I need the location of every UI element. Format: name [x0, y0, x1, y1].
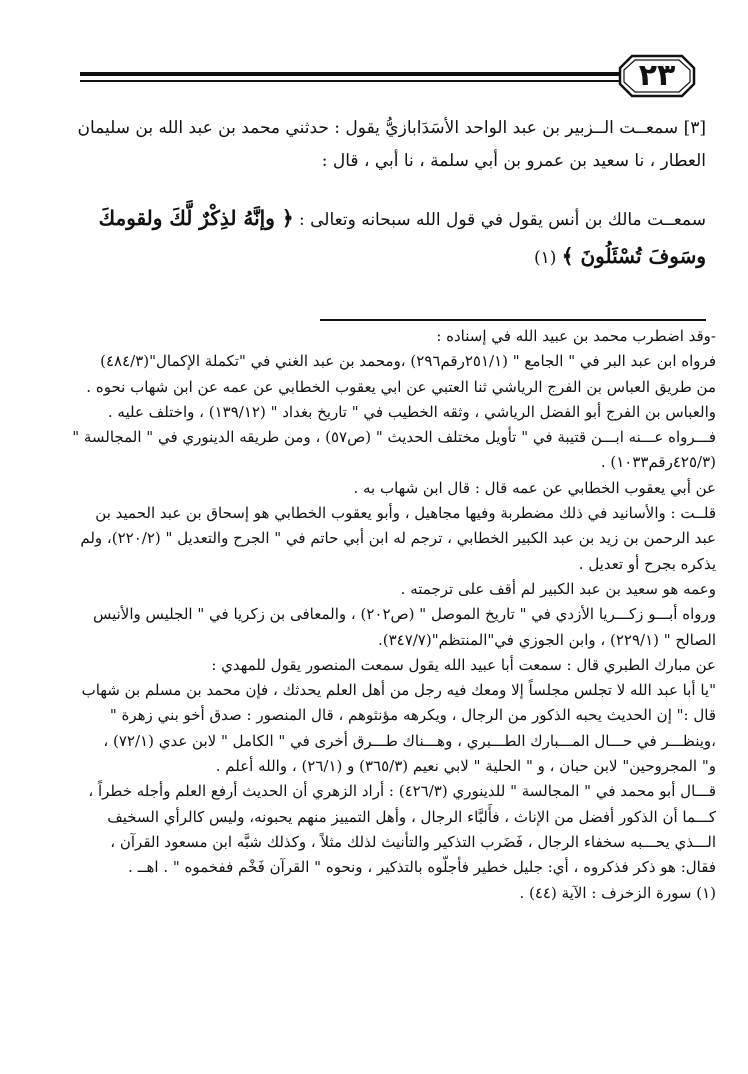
- footnote-line: قلــت : والأسانيد في ذلك مضطربة وفيها مجاهيل ، وأبو يعقوب الخطابي هو إسحاق بن عبد الحميد بن: [95, 504, 716, 523]
- footnote-line: وعمه هو سعيد بن عبد الكبير لم أقف على ترجمته .: [400, 579, 716, 598]
- footnote-line: ،وينظـــر في حـــال المـــبارك الطـــبري ، وهـــناك طـــرق أخرى في " الكامل " لابن عدي (٧٢/١) ،: [103, 731, 716, 750]
- footnote-line: قال :" إن الحديث يحبه الذكور من الرجال ، ويكرهه مؤنثوهم ، قال المنصور : صدق أخو بني زهرة ": [109, 706, 716, 725]
- footnote-line: عن مبارك الطبري قال : سمعت أبا عبيد الله يقول سمعت المنصور يقول للمهدي :: [211, 655, 716, 674]
- footnote-line: من طريق العباس بن الفرج الرياشي ثنا العتبي عن ابي يعقوب الخطابي عن عمه عن ابن شهاب نحوه .: [86, 377, 716, 396]
- footnote-line: "يا أبا عبد الله لا تجلس مجلساً إلا ومعك فيه رجل من أهل العلم يحدثك ، فإن محمد بن مسلم بن شهاب: [81, 681, 716, 700]
- header-rule-thick: [80, 72, 620, 76]
- header-rule-thin: [80, 80, 620, 82]
- footnote-line: عن أبي يعقوب الخطابي عن عمه قال : قال ابن شهاب به .: [353, 478, 716, 497]
- footnote-line: كـــما أن الذكور أفضل من الإناث ، فأَلبَّاء الرجال ، وأهل التمييز منهم يحبونه، وليس كالرأي السخيف: [107, 807, 716, 826]
- hadith-paragraph: [٣] سمعــت الــزبير بن عبد الواحد الأسَدَابازيُّ يقول : حدثني محمد بن عبد الله بن سليمان العطار ، نا سعيد بن عمرو بن أبي سلمة ، نا أبي ، قال :: [77, 118, 706, 171]
- footnote-reference-line: (١) سورة الزخرف : الآية (٤٤) .: [519, 883, 716, 902]
- footnote-line: فقال: هو ذكر فذكروه ، أي: جليل خطير فأجلّوه بالتذكير ، ونحوه " القرآن فَخْم ففخموه " . اهــ .: [128, 858, 716, 877]
- quran-paragraph: [40, 200, 706, 276]
- footnote-line: عبد الرحمن بن زيد بن عبد الكبير الخطابي ، ترجم له ابن أبي حاتم في " الجرح والتعديل " (٢٢٠/٢)، ولم: [80, 529, 716, 548]
- footnote-line: يذكره بجرح أو تعديل .: [578, 554, 716, 573]
- footnote-line: فـــرواه عـــنه ابـــن قتيبة في " تأويل مختلف الحديث " (ص٥٧) ، ومن طريقه الدينوري في " المجالسة ": [72, 428, 716, 447]
- footnote-line: (٤٢٥/٣رقم١٠٣٣) .: [600, 453, 716, 472]
- footnote-line: الـــذي يحـــبه سخفاء الرجال ، فَضَرب التذكير والتأنيث لذلك مثلاً ، وكذلك شبَّه ابن مسعود القرآن ،: [110, 832, 716, 851]
- footnote-line: قـــال أبو محمد في " المجالسة " للدينوري (٤٢٦/٣) : أراد الزهري أن الحديث أرفع العلم وأجله خطراً ،: [88, 782, 716, 801]
- footnote-line: و" المجروحين" لابن حبان ، و " الحلية " لابي نعيم (٣٦٥/٣) و (٢٦/١) ، والله أعلم .: [215, 757, 716, 776]
- footnote-line: والعباس بن الفرج أبو الفضل الرياشي ، وثقه الخطيب في " تاريخ بغداد " (١٣٩/١٢) ، واختلف عليه .: [107, 402, 716, 421]
- footnote-line: فرواه ابن عبد البر في " الجامع " (٢٥١/١رقم٢٩٦) ،ومحمد بن عبد الغني في "تكملة الإكمال"(٤٨٤/٣): [100, 352, 716, 371]
- page-number-badge: [618, 54, 696, 98]
- footnote-marker: (١): [533, 248, 557, 268]
- footnote-line: -وقد اضطرب محمد بن عبيد الله في إسناده :: [436, 327, 716, 345]
- footnote-line: ورواه أبـــو زكـــريا الأزدي في " تاريخ الموصل " (ص٢٠٢) ، والمعافى بن زكريا في " الجليس والأنيس: [92, 605, 716, 624]
- quran-verse: ﴿ وإنَّهُ لذِكْرٌ لَّكَ ولقومكَ وسَوفَ تُسْئَلُونَ ﴾: [98, 206, 706, 268]
- footnote-separator: [320, 319, 706, 321]
- footnote-line: الصالح " (٢٢٩/١) ، وابن الجوزي في"المنتظم"(٣٤٧/٧).: [377, 630, 716, 649]
- quran-intro: سمعــت مالك بن أنس يقول في قول الله سبحانه وتعالى :: [299, 210, 706, 230]
- page-number: ٢٣: [638, 58, 676, 93]
- footnotes-block: [30, 324, 716, 906]
